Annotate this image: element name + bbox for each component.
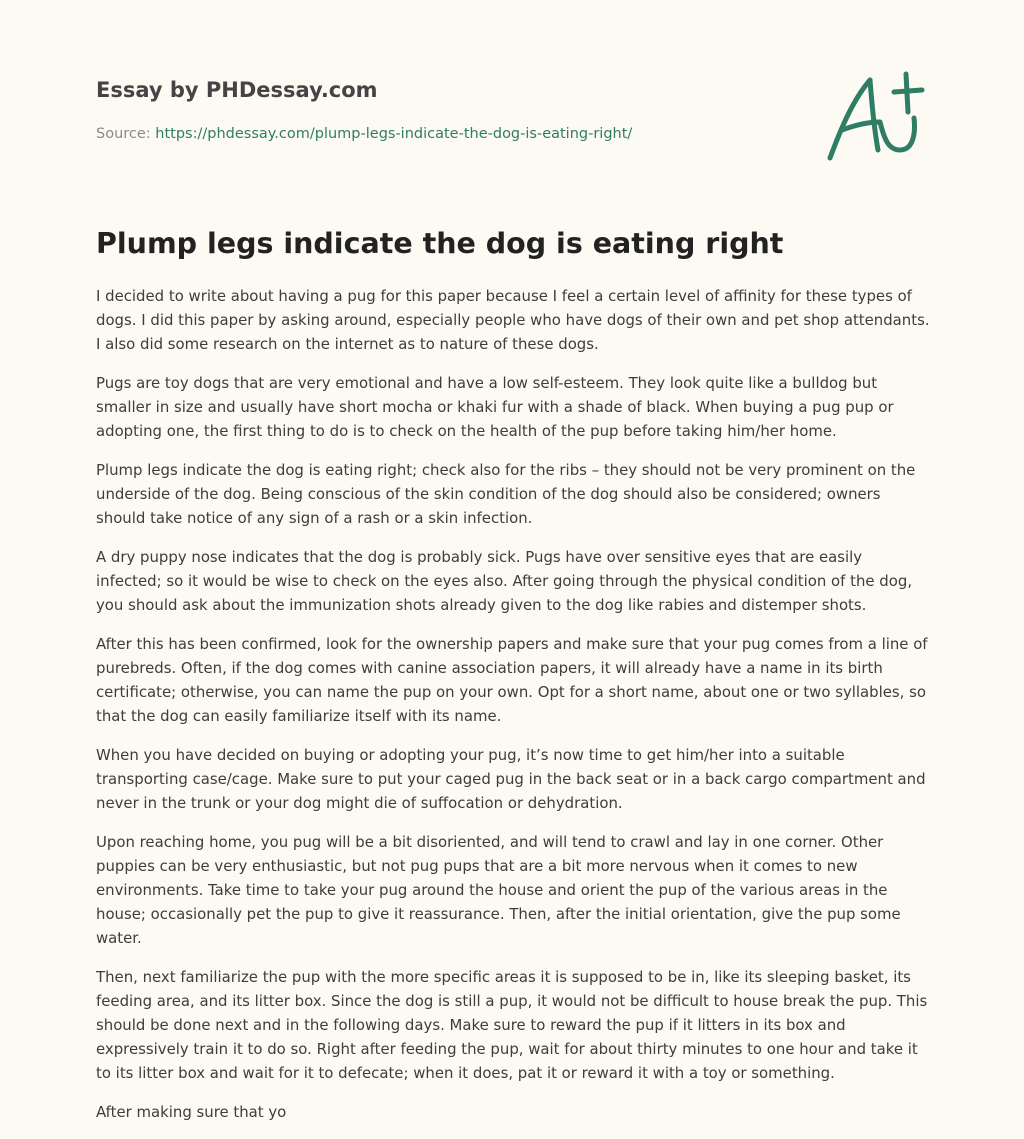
a-plus-icon: [818, 66, 928, 166]
paragraph: Upon reaching home, you pug will be a bit disoriented, and will tend to crawl and lay in one corner. Other puppies can be very enthusiastic, but not pug pups that are a bit more nervous when it comes to new environments. Take time to take your pug around the house and orient the pup of the various areas in the house; occasionally pet the pup to give it reassurance. Then, after the initial orientation, give the pup some water.: [96, 833, 901, 947]
source-line: [96, 124, 796, 144]
paragraph: After making sure that yo: [96, 1103, 287, 1121]
paragraph: When you have decided on buying or adopting your pug, it’s now time to get him/her into a suitable transporting case/cage. Make sure to put your caged pug in the back seat or in a back cargo compartment and never in the trunk or your dog might die of suffocation or dehydration.: [96, 746, 926, 812]
essay-title: Plump legs indicate the dog is eating right: [96, 227, 784, 260]
site-brand: Essay by PHDessay.com: [96, 78, 378, 102]
source-label: Source:: [96, 126, 151, 142]
paragraph: Plump legs indicate the dog is eating right; check also for the ribs – they should not be very prominent on the underside of the dog. Being conscious of the skin condition of the dog should also be considered; owners should take notice of any sign of a rash or a skin infection.: [96, 461, 916, 527]
essay-body: [96, 284, 932, 1139]
paragraph: Pugs are toy dogs that are very emotional and have a low self-esteem. They look quite like a bulldog but smaller in size and usually have short mocha or khaki fur with a shade of black. When buying a pug pup or adopting one, the first thing to do is to check on the health of the pup before taking him/her home.: [96, 374, 894, 440]
header: [96, 76, 796, 144]
paragraph: I decided to write about having a pug for this paper because I feel a certain level of affinity for these types of dogs. I did this paper by asking around, especially people who have dogs of their own and pet shop attendants. I also did some research on the internet as to nature of these dogs.: [96, 287, 930, 353]
paragraph: After this has been confirmed, look for the ownership papers and make sure that your pug comes from a line of purebreds. Often, if the dog comes with canine association papers, it will already have a name in its birth certificate; otherwise, you can name the pup on your own. Opt for a short name, about one or two syllables, so that the dog can easily familiarize itself with its name.: [96, 635, 928, 725]
paragraph: A dry puppy nose indicates that the dog is probably sick. Pugs have over sensitive eyes that are easily infected; so it would be wise to check on the eyes also. After going through the physical condition of the dog, you should ask about the immunization shots already given to the dog like rabies and distemper shots.: [96, 548, 913, 614]
paragraph: Then, next familiarize the pup with the more specific areas it is supposed to be in, like its sleeping basket, its feeding area, and its litter box. Since the dog is still a pup, it would not be difficult to house break the pup. This should be done next and in the following days. Make sure to reward the pup if it litters in its box and expressively train it to do so. Right after feeding the pup, wait for about thirty minutes to one hour and take it to its litter box and wait for it to defecate; when it does, pat it or reward it with a toy or something.: [96, 968, 928, 1082]
source-link[interactable]: https://phdessay.com/plump-legs-indicate-the-dog-is-eating-right/: [155, 126, 633, 142]
